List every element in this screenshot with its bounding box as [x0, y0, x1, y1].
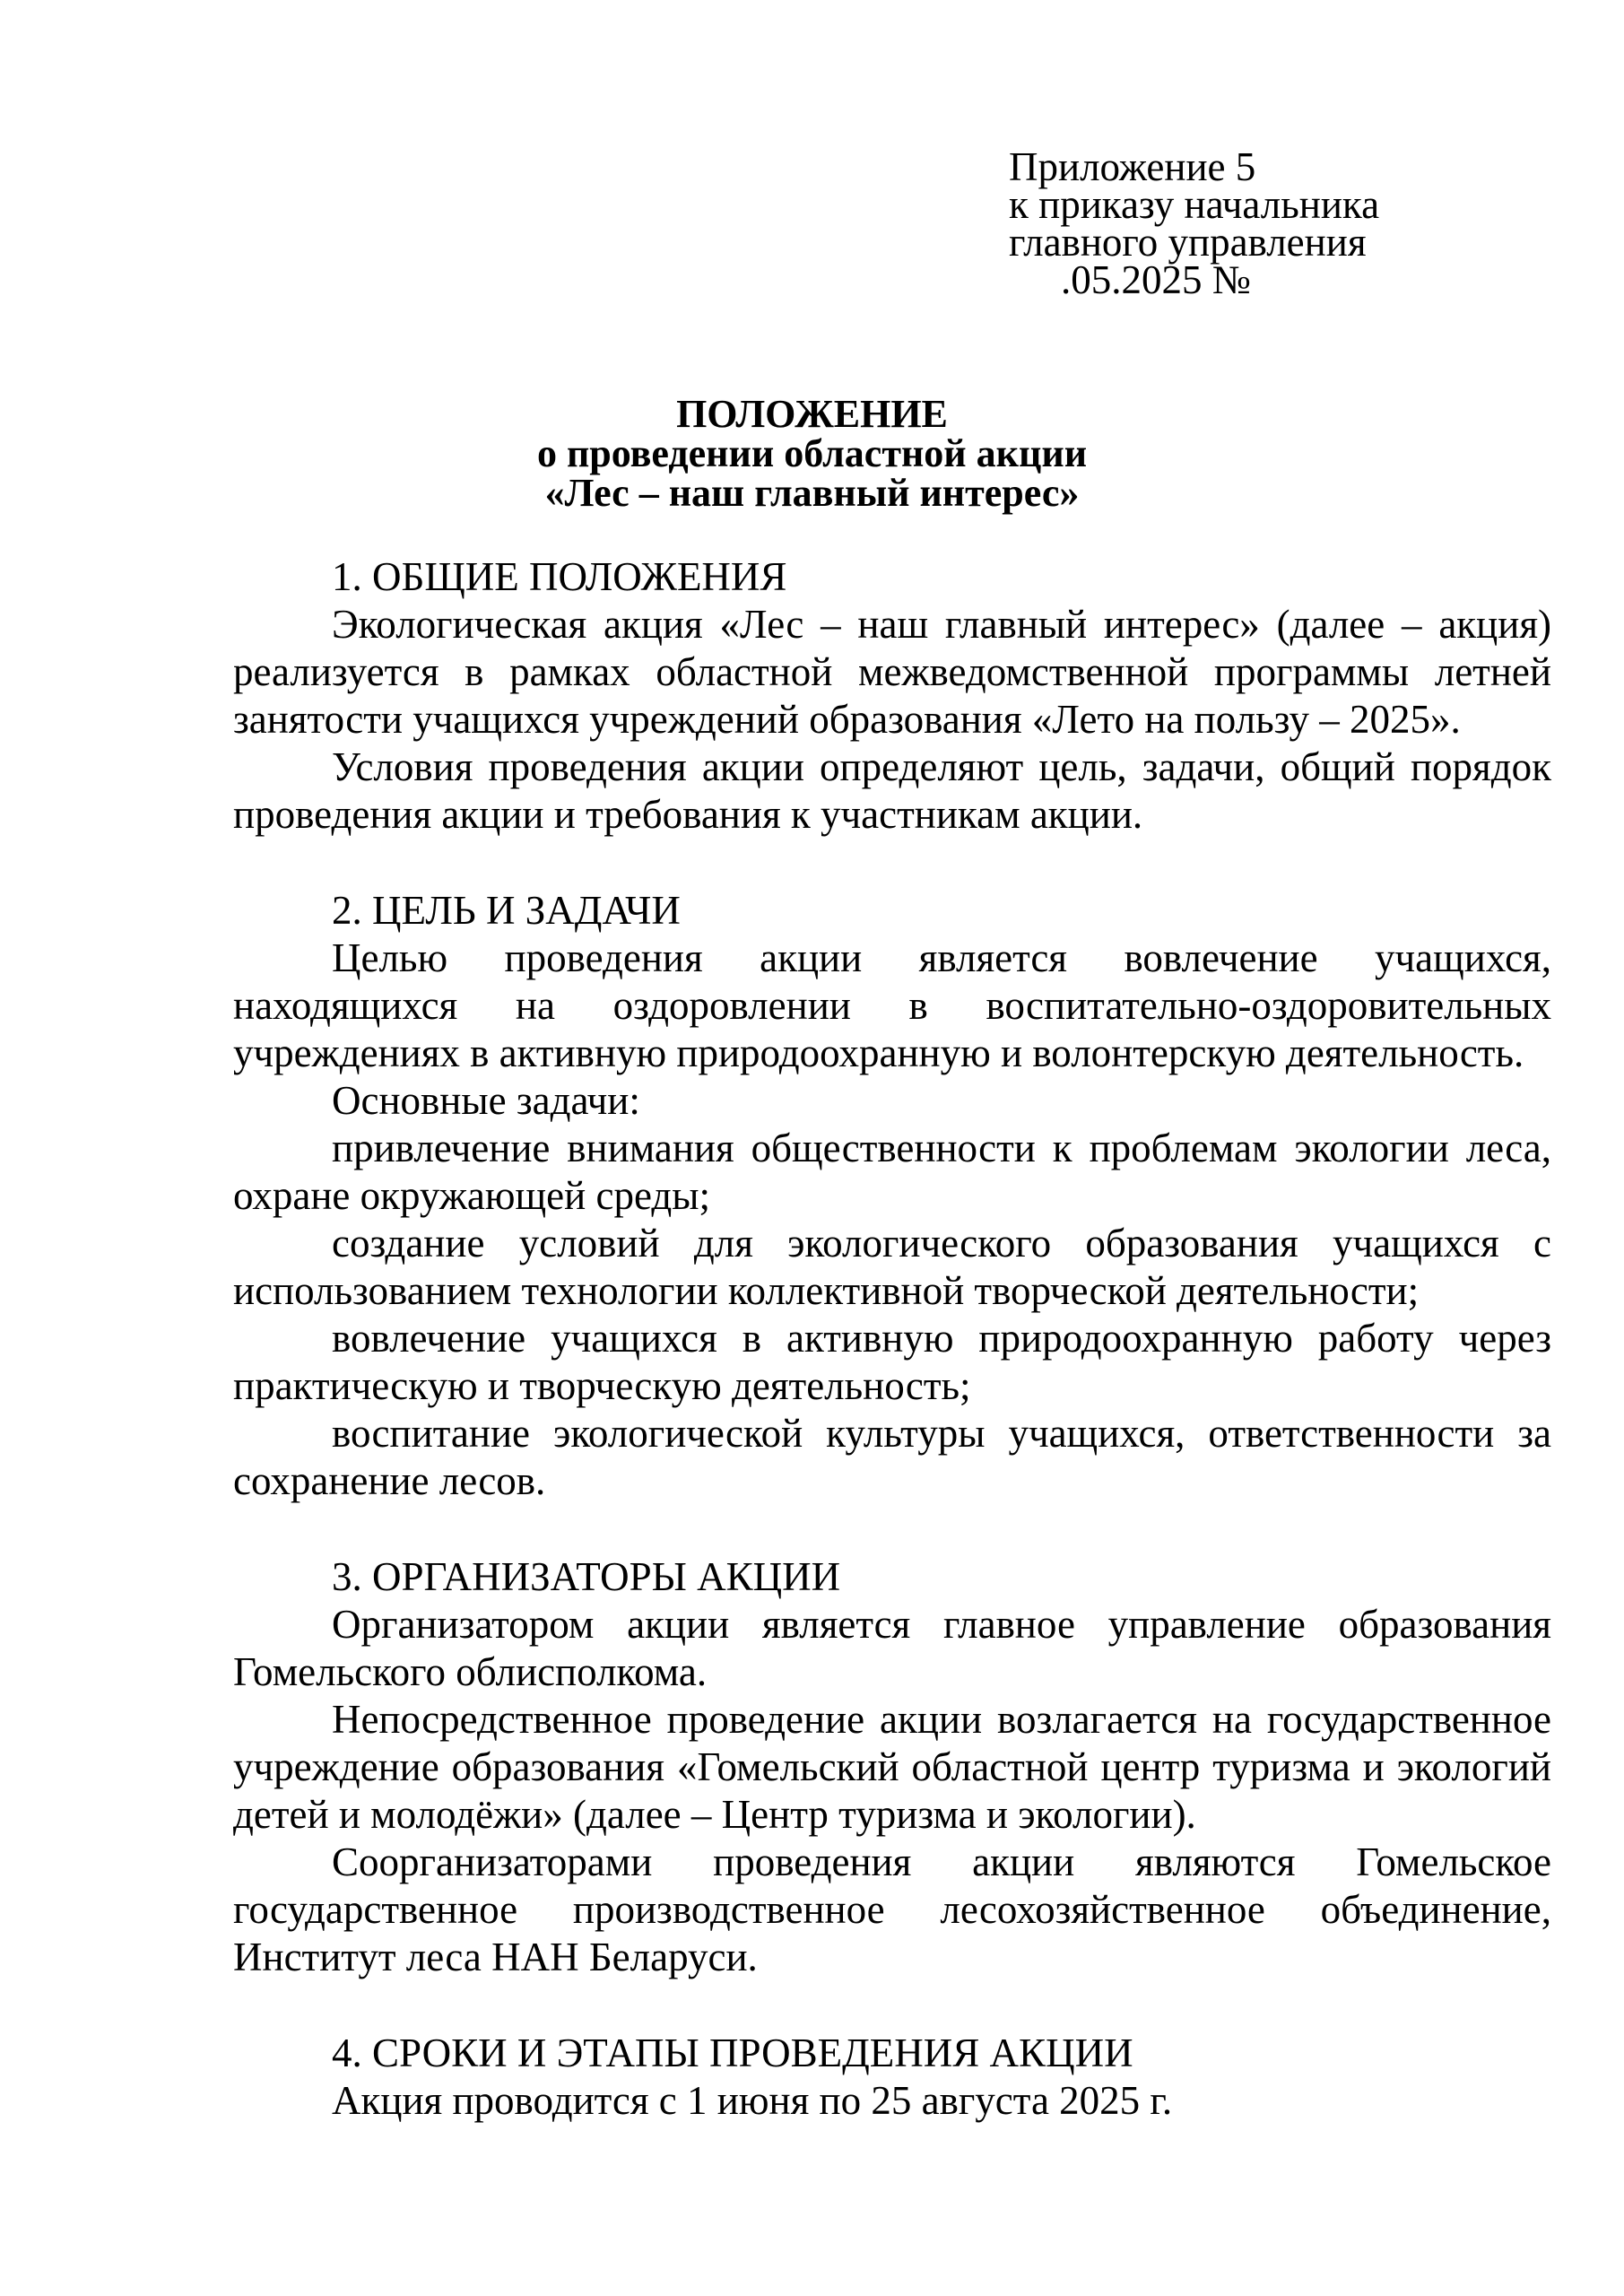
- appendix-date: .05.2025 №: [1061, 257, 1251, 302]
- section-organizers: [233, 1553, 1551, 1981]
- paragraph: Условия проведения акции определяют цель, задачи, общий порядок проведения акции и требования к участникам акции.: [233, 744, 1551, 837]
- section-general: [233, 553, 1551, 839]
- section-dates: [233, 2030, 1551, 2125]
- task-item: воспитание экологической культуры учащихся, ответственности за сохранение лесов.: [233, 1411, 1551, 1503]
- title-main: ПОЛОЖЕНИЕ: [676, 392, 948, 436]
- section-heading: 4. СРОКИ И ЭТАПЫ ПРОВЕДЕНИЯ АКЦИИ: [332, 2031, 1133, 2075]
- paragraph: Организатором акции является главное управление образования Гомельского облисполкома.: [233, 1602, 1551, 1694]
- title-subtitle: о проведении областной акции: [536, 431, 1088, 475]
- appendix-order-ref: к приказу начальника: [1009, 182, 1380, 227]
- section-heading: 3. ОРГАНИЗАТОРЫ АКЦИИ: [332, 1554, 841, 1599]
- appendix-authority: главного управления: [1009, 220, 1367, 265]
- task-item: создание условий для экологического образования учащихся с использованием технологии коллективной творческой деятельности;: [233, 1221, 1551, 1313]
- document-title: [0, 392, 1624, 515]
- appendix-note: [1009, 144, 1547, 302]
- paragraph: Акция проводится с 1 июня по 25 августа 2025 г.: [332, 2078, 1173, 2123]
- document-body: [233, 553, 1551, 2125]
- paragraph: Основные задачи:: [332, 1078, 640, 1123]
- title-action-name: «Лес – наш главный интерес»: [544, 471, 1080, 515]
- section-goals: [233, 887, 1551, 1505]
- paragraph: Непосредственное проведение акции возлагается на государственное учреждение образования «Гомельский областной центр туризма и экологий детей и молодёжи» (далее – Центр туризма и экологии).: [233, 1697, 1551, 1837]
- task-item: вовлечение учащихся в активную природоохранную работу через практическую и творческую деятельность;: [233, 1316, 1551, 1408]
- section-heading: 2. ЦЕЛЬ И ЗАДАЧИ: [332, 888, 681, 933]
- paragraph: Целью проведения акции является вовлечение учащихся, находящихся на оздоровлении в воспитательно-оздоровительных учреждениях в активную природоохранную и волонтерскую деятельность.: [233, 935, 1551, 1075]
- section-heading: 1. ОБЩИЕ ПОЛОЖЕНИЯ: [332, 554, 787, 599]
- appendix-number: Приложение 5: [1009, 144, 1256, 189]
- task-item: привлечение внимания общественности к проблемам экологии леса, охране окружающей среды;: [233, 1126, 1551, 1218]
- paragraph: Соорганизаторами проведения акции являются Гомельское государственное производственное лесохозяйственное объединение, Институт леса НАН Беларуси.: [233, 1839, 1551, 1979]
- paragraph: Экологическая акция «Лес – наш главный интерес» (далее – акция) реализуется в рамках областной межведомственной программы летней занятости учащихся учреждений образования «Лето на пользу – 2025».: [233, 602, 1551, 742]
